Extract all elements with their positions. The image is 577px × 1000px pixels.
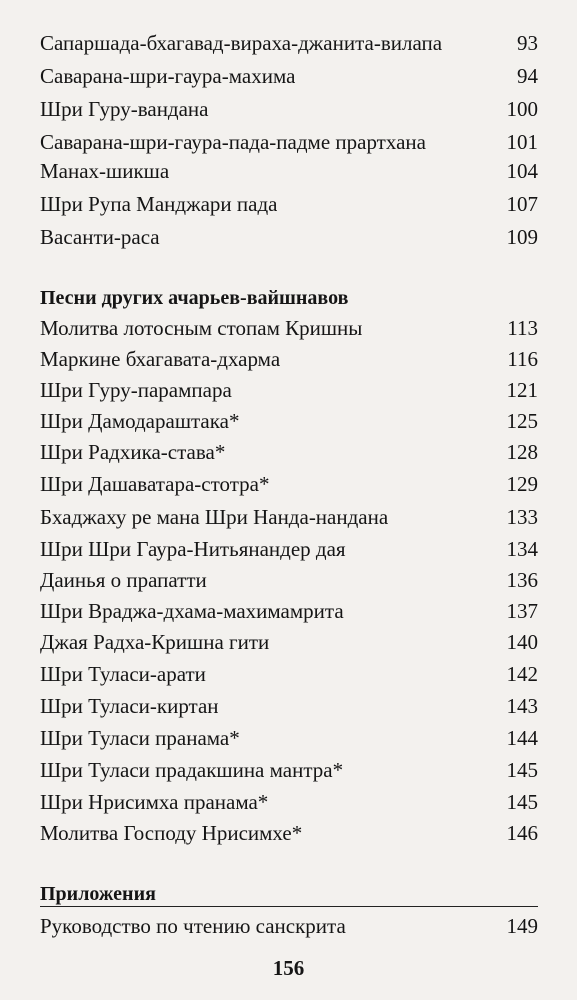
toc-entry-page: 93	[517, 31, 538, 55]
toc-entry	[40, 222, 538, 252]
toc-entry-title: Шри Гуру-парампара	[40, 378, 232, 402]
toc-entry-title: Молитва лотосным стопам Кришны	[40, 316, 363, 340]
toc-entry	[40, 189, 538, 219]
section-heading	[40, 879, 538, 909]
toc-entry-page: 133	[506, 505, 538, 529]
toc-entry	[40, 818, 538, 848]
toc-entry-page: 94	[517, 64, 538, 88]
toc-entry-title: Шри Гуру-вандана	[40, 97, 209, 121]
toc-entry-title: Бхаджаху ре мана Шри Нанда-нандана	[40, 505, 389, 529]
toc-entry-title: Шри Туласи-арати	[40, 662, 206, 686]
toc-entry-title: Даинья о прапатти	[40, 568, 207, 592]
toc-entry	[40, 406, 538, 436]
toc-entry-page: 142	[506, 662, 538, 686]
toc-entry	[40, 787, 538, 817]
toc-entry-page: 121	[506, 378, 538, 402]
toc-entry-page: 145	[506, 790, 538, 814]
toc-entry	[40, 469, 538, 499]
toc-entry-title: Шри Шри Гаура-Нитьянандер дая	[40, 537, 346, 561]
toc-entry	[40, 502, 538, 532]
toc-entry	[40, 755, 538, 785]
section-heading-text: Песни других ачарьев-вайшнавов	[40, 287, 349, 309]
toc-entry	[40, 375, 538, 405]
toc-entry-page: 125	[506, 409, 538, 433]
toc-entry-page: 136	[506, 568, 538, 592]
toc-entry	[40, 911, 538, 941]
toc-entry	[40, 344, 538, 374]
toc-entry	[40, 156, 538, 186]
toc-entry	[40, 437, 538, 467]
toc-entry-title: Шри Рупа Манджари пада	[40, 192, 278, 216]
toc-entry-page: 128	[506, 440, 538, 464]
toc-entry-page: 140	[506, 630, 538, 654]
toc-entry-title: Молитва Господу Нрисимхе*	[40, 821, 303, 845]
toc-entry-title: Шри Туласи прадакшина мантра*	[40, 758, 344, 782]
page-number: 156	[272, 956, 305, 980]
toc-entry-title: Шри Нрисимха пранама*	[40, 790, 269, 814]
toc-entry	[40, 28, 538, 58]
toc-entry	[40, 596, 538, 626]
toc-entry-page: 101	[506, 130, 538, 154]
toc-entry-title: Шри Туласи пранама*	[40, 726, 240, 750]
toc-entry-page: 116	[507, 347, 538, 371]
toc-entry	[40, 691, 538, 721]
toc-entry	[40, 534, 538, 564]
toc-entry-title: Шри Туласи-киртан	[40, 694, 219, 718]
toc-entry-page: 113	[507, 316, 538, 340]
toc-entry-title: Шри Дашаватара-стотра*	[40, 472, 270, 496]
toc-entry-page: 137	[506, 599, 538, 623]
toc-entry	[40, 659, 538, 689]
toc-entry	[40, 127, 538, 157]
toc-entry-title: Джая Радха-Кришна гити	[40, 630, 270, 654]
section-heading	[40, 283, 538, 313]
toc-entry	[40, 723, 538, 753]
toc-entry-page: 146	[506, 821, 538, 845]
toc-entry-page: 100	[506, 97, 538, 121]
section-heading-text: Приложения	[40, 883, 156, 905]
toc-entry-page: 143	[506, 694, 538, 718]
toc-entry	[40, 94, 538, 124]
toc-entry-page: 145	[506, 758, 538, 782]
toc-entry-title: Васанти-раса	[40, 225, 160, 249]
toc-entry	[40, 61, 538, 91]
toc-entry-page: 129	[506, 472, 538, 496]
toc-entry	[40, 627, 538, 657]
toc-entry-page: 149	[506, 914, 538, 938]
toc-entry-page: 104	[506, 159, 538, 183]
toc-entry-title: Сапаршада-бхагавад-вираха-джанита-вилапа	[40, 31, 443, 55]
toc-entry-title: Руководство по чтению санскрита	[40, 914, 346, 938]
toc-entry-page: 109	[506, 225, 538, 249]
toc-entry-page: 134	[506, 537, 538, 561]
toc-entry-page: 107	[506, 192, 538, 216]
toc-entry	[40, 565, 538, 595]
toc-entry-title: Шри Враджа-дхама-махимамрита	[40, 599, 344, 623]
toc-entry-title: Манах-шикша	[40, 159, 170, 183]
toc-entry-title: Шри Радхика-става*	[40, 440, 226, 464]
toc-entry	[40, 313, 538, 343]
heading-underline	[40, 906, 538, 907]
toc-entry-title: Саварана-шри-гаура-пада-падме прартхана	[40, 130, 426, 154]
toc-entry-title: Шри Дамодараштака*	[40, 409, 240, 433]
toc-entry-page: 144	[506, 726, 538, 750]
toc-entry-title: Маркине бхагавата-дхарма	[40, 347, 281, 371]
toc-entry-title: Саварана-шри-гаура-махима	[40, 64, 296, 88]
